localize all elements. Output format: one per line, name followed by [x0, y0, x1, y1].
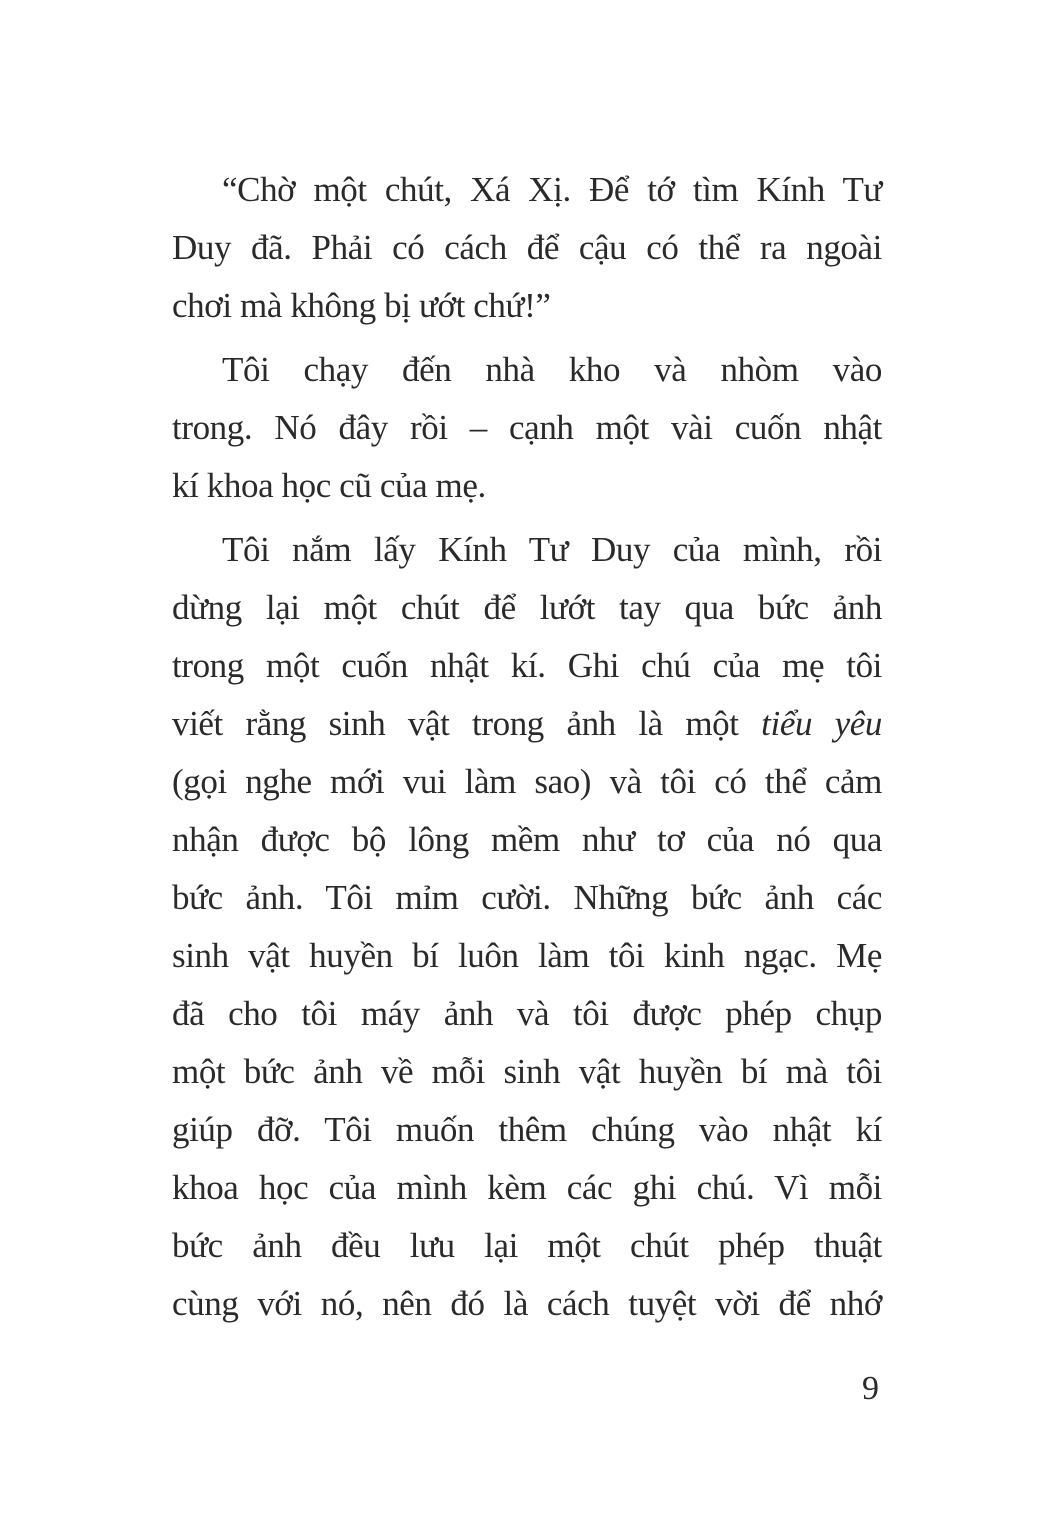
text-line: bức ảnh đều lưu lại một chút phép thuật: [172, 1226, 882, 1265]
text-line: [172, 695, 882, 753]
text-line: dừng lại một chút để lướt tay qua bức ảnh: [172, 588, 882, 627]
italic-term: tiểu yêu: [761, 704, 882, 743]
paragraph: [172, 521, 882, 1333]
paragraph: [172, 341, 882, 515]
text-line: (gọi nghe mới vui làm sao) và tôi có thể cảm: [172, 762, 882, 801]
page-number: 9: [862, 1370, 879, 1407]
text-line: cùng với nó, nên đó là cách tuyệt vời để nhớ: [172, 1284, 882, 1323]
text-line: đã cho tôi máy ảnh và tôi được phép chụp: [172, 994, 882, 1033]
text-segment: viết rằng sinh vật trong ảnh là một: [172, 704, 739, 743]
text-line: Tôi nắm lấy Kính Tư Duy của mình, rồi: [222, 530, 882, 569]
text-line: giúp đỡ. Tôi muốn thêm chúng vào nhật kí: [172, 1110, 882, 1149]
text-line: một bức ảnh về mỗi sinh vật huyền bí mà tôi: [172, 1052, 882, 1091]
text-line: sinh vật huyền bí luôn làm tôi kinh ngạc. Mẹ: [172, 936, 882, 975]
paragraph: [172, 161, 882, 335]
text-line: bức ảnh. Tôi mỉm cười. Những bức ảnh các: [172, 878, 882, 917]
text-line: Tôi chạy đến nhà kho và nhòm vào: [222, 350, 882, 389]
text-line: “Chờ một chút, Xá Xị. Để tớ tìm Kính Tư: [222, 170, 882, 209]
page-body: [172, 161, 882, 1339]
text-line: Duy đã. Phải có cách để cậu có thể ra ngoài: [172, 228, 882, 267]
text-line: nhận được bộ lông mềm như tơ của nó qua: [172, 820, 882, 859]
text-line: chơi mà không bị ướt chứ!”: [172, 286, 551, 325]
text-line: kí khoa học cũ của mẹ.: [172, 466, 486, 505]
text-line: trong. Nó đây rồi – cạnh một vài cuốn nhật: [172, 408, 882, 447]
text-line: trong một cuốn nhật kí. Ghi chú của mẹ tôi: [172, 646, 882, 685]
text-line: khoa học của mình kèm các ghi chú. Vì mỗi: [172, 1168, 882, 1207]
